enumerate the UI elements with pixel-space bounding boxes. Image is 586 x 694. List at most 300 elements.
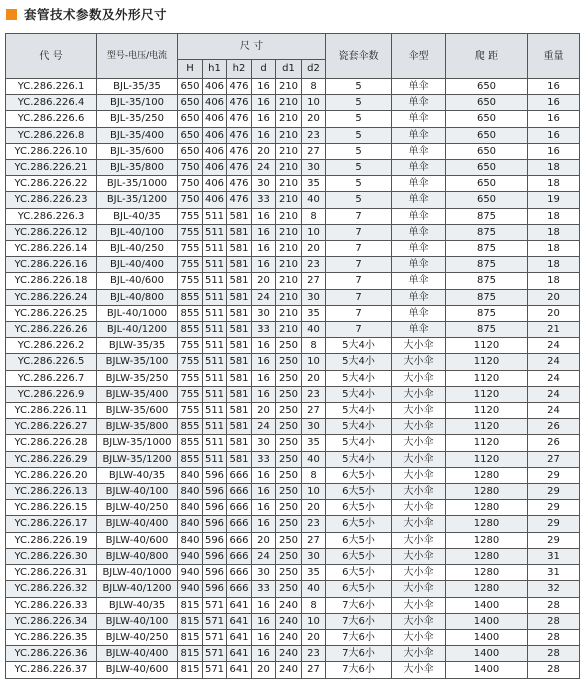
cell-d2: 8 — [302, 208, 326, 224]
cell-shed-type: 单伞 — [392, 192, 446, 208]
cell-d1: 240 — [276, 629, 302, 645]
table-row — [6, 127, 580, 143]
cell-H: 815 — [178, 613, 203, 629]
cell-sheds: 5 — [326, 176, 392, 192]
cell-sheds: 6大5小 — [326, 548, 392, 564]
cell-h1: 571 — [203, 613, 227, 629]
cell-H: 650 — [178, 111, 203, 127]
cell-d2: 40 — [302, 192, 326, 208]
cell-H: 750 — [178, 160, 203, 176]
cell-H: 755 — [178, 370, 203, 386]
cell-d1: 210 — [276, 224, 302, 240]
cell-code: YC.286.226.5 — [6, 354, 97, 370]
cell-code: YC.286.226.3 — [6, 208, 97, 224]
cell-d: 24 — [252, 289, 276, 305]
cell-h1: 511 — [203, 419, 227, 435]
cell-shed-type: 单伞 — [392, 95, 446, 111]
cell-h1: 511 — [203, 257, 227, 273]
cell-d2: 35 — [302, 305, 326, 321]
cell-d: 33 — [252, 192, 276, 208]
table-row — [6, 548, 580, 564]
cell-d1: 210 — [276, 160, 302, 176]
cell-creepage: 650 — [446, 160, 528, 176]
cell-h1: 406 — [203, 127, 227, 143]
cell-sheds: 6大5小 — [326, 565, 392, 581]
cell-sheds: 7 — [326, 289, 392, 305]
cell-model: BJL-40/1000 — [97, 305, 178, 321]
cell-d: 16 — [252, 370, 276, 386]
spec-table — [5, 33, 580, 679]
cell-h1: 511 — [203, 354, 227, 370]
cell-shed-type: 大小伞 — [392, 354, 446, 370]
cell-creepage: 1280 — [446, 548, 528, 564]
cell-shed-type: 单伞 — [392, 322, 446, 338]
cell-H: 840 — [178, 500, 203, 516]
cell-code: YC.286.226.35 — [6, 629, 97, 645]
cell-creepage: 1280 — [446, 467, 528, 483]
header-dim-h2: h2 — [227, 60, 252, 79]
cell-code: YC.286.226.18 — [6, 273, 97, 289]
cell-h2: 581 — [227, 403, 252, 419]
cell-model: BJLW-40/400 — [97, 516, 178, 532]
cell-h2: 581 — [227, 322, 252, 338]
cell-sheds: 7大6小 — [326, 613, 392, 629]
cell-h1: 571 — [203, 662, 227, 678]
cell-d2: 27 — [302, 273, 326, 289]
cell-creepage: 1280 — [446, 516, 528, 532]
table-row — [6, 662, 580, 678]
cell-model: BJL-35/600 — [97, 143, 178, 159]
cell-sheds: 7 — [326, 224, 392, 240]
header-sheds: 瓷套伞数 — [326, 34, 392, 79]
header-creep: 爬 距 — [446, 34, 528, 79]
cell-creepage: 1400 — [446, 662, 528, 678]
cell-H: 755 — [178, 354, 203, 370]
cell-H: 750 — [178, 176, 203, 192]
cell-shed-type: 大小伞 — [392, 467, 446, 483]
cell-weight: 24 — [528, 354, 580, 370]
cell-code: YC.286.226.29 — [6, 451, 97, 467]
cell-H: 650 — [178, 127, 203, 143]
cell-h2: 476 — [227, 79, 252, 95]
cell-d: 16 — [252, 386, 276, 402]
cell-code: YC.286.226.6 — [6, 111, 97, 127]
cell-H: 855 — [178, 289, 203, 305]
cell-d2: 10 — [302, 224, 326, 240]
cell-H: 755 — [178, 257, 203, 273]
cell-d2: 10 — [302, 484, 326, 500]
cell-model: BJL-35/1000 — [97, 176, 178, 192]
cell-code: YC.286.226.34 — [6, 613, 97, 629]
cell-h1: 511 — [203, 322, 227, 338]
cell-creepage: 1120 — [446, 338, 528, 354]
cell-h1: 511 — [203, 289, 227, 305]
table-row — [6, 646, 580, 662]
cell-code: YC.286.226.12 — [6, 224, 97, 240]
cell-code: YC.286.226.19 — [6, 532, 97, 548]
cell-d1: 250 — [276, 516, 302, 532]
table-row — [6, 79, 580, 95]
cell-shed-type: 单伞 — [392, 273, 446, 289]
cell-d2: 8 — [302, 467, 326, 483]
table-row — [6, 403, 580, 419]
cell-code: YC.286.226.30 — [6, 548, 97, 564]
cell-creepage: 650 — [446, 79, 528, 95]
cell-d: 16 — [252, 241, 276, 257]
cell-model: BJLW-35/1000 — [97, 435, 178, 451]
cell-h1: 406 — [203, 176, 227, 192]
cell-model: BJLW-40/250 — [97, 500, 178, 516]
cell-d1: 250 — [276, 451, 302, 467]
cell-H: 815 — [178, 662, 203, 678]
cell-code: YC.286.226.1 — [6, 79, 97, 95]
cell-h2: 581 — [227, 386, 252, 402]
cell-sheds: 7 — [326, 305, 392, 321]
cell-d2: 20 — [302, 111, 326, 127]
cell-H: 855 — [178, 322, 203, 338]
cell-creepage: 650 — [446, 111, 528, 127]
cell-H: 755 — [178, 338, 203, 354]
cell-model: BJLW-35/600 — [97, 403, 178, 419]
cell-h2: 476 — [227, 111, 252, 127]
cell-h2: 666 — [227, 516, 252, 532]
cell-h2: 666 — [227, 500, 252, 516]
table-row — [6, 370, 580, 386]
cell-weight: 29 — [528, 500, 580, 516]
cell-d2: 35 — [302, 435, 326, 451]
cell-shed-type: 大小伞 — [392, 484, 446, 500]
cell-d2: 23 — [302, 127, 326, 143]
cell-H: 750 — [178, 192, 203, 208]
cell-h2: 666 — [227, 484, 252, 500]
cell-weight: 18 — [528, 208, 580, 224]
cell-weight: 16 — [528, 79, 580, 95]
cell-weight: 29 — [528, 467, 580, 483]
table-row — [6, 338, 580, 354]
cell-d: 30 — [252, 435, 276, 451]
cell-model: BJLW-40/250 — [97, 629, 178, 645]
cell-H: 755 — [178, 386, 203, 402]
cell-sheds: 6大5小 — [326, 581, 392, 597]
table-row — [6, 289, 580, 305]
cell-code: YC.286.226.14 — [6, 241, 97, 257]
cell-h2: 581 — [227, 451, 252, 467]
cell-code: YC.286.226.22 — [6, 176, 97, 192]
cell-d2: 23 — [302, 386, 326, 402]
cell-sheds: 6大5小 — [326, 516, 392, 532]
table-row — [6, 143, 580, 159]
cell-H: 650 — [178, 143, 203, 159]
cell-h1: 511 — [203, 435, 227, 451]
cell-model: BJLW-40/35 — [97, 467, 178, 483]
cell-d1: 210 — [276, 289, 302, 305]
cell-creepage: 875 — [446, 208, 528, 224]
cell-h2: 581 — [227, 305, 252, 321]
cell-model: BJL-35/800 — [97, 160, 178, 176]
cell-d2: 27 — [302, 532, 326, 548]
cell-h2: 476 — [227, 160, 252, 176]
cell-creepage: 650 — [446, 95, 528, 111]
cell-h1: 596 — [203, 484, 227, 500]
cell-creepage: 650 — [446, 143, 528, 159]
table-row — [6, 224, 580, 240]
cell-d: 16 — [252, 500, 276, 516]
cell-code: YC.286.226.37 — [6, 662, 97, 678]
cell-h2: 641 — [227, 597, 252, 613]
cell-shed-type: 大小伞 — [392, 386, 446, 402]
cell-code: YC.286.226.26 — [6, 322, 97, 338]
cell-code: YC.286.226.25 — [6, 305, 97, 321]
cell-creepage: 1400 — [446, 646, 528, 662]
cell-H: 855 — [178, 435, 203, 451]
cell-d1: 250 — [276, 484, 302, 500]
cell-h2: 476 — [227, 176, 252, 192]
cell-weight: 29 — [528, 516, 580, 532]
cell-d2: 30 — [302, 548, 326, 564]
cell-shed-type: 大小伞 — [392, 370, 446, 386]
cell-d: 16 — [252, 224, 276, 240]
cell-H: 940 — [178, 548, 203, 564]
cell-h1: 406 — [203, 79, 227, 95]
cell-creepage: 875 — [446, 224, 528, 240]
cell-creepage: 1120 — [446, 419, 528, 435]
cell-sheds: 5大4小 — [326, 370, 392, 386]
cell-d: 16 — [252, 338, 276, 354]
cell-creepage: 875 — [446, 322, 528, 338]
cell-weight: 18 — [528, 160, 580, 176]
cell-weight: 18 — [528, 176, 580, 192]
cell-d: 33 — [252, 581, 276, 597]
cell-model: BJLW-40/1000 — [97, 565, 178, 581]
cell-h1: 511 — [203, 370, 227, 386]
cell-d: 16 — [252, 111, 276, 127]
header-dim-d: d — [252, 60, 276, 79]
header-dim-h1: h1 — [203, 60, 227, 79]
cell-weight: 16 — [528, 143, 580, 159]
cell-d: 30 — [252, 176, 276, 192]
header-code: 代 号 — [6, 34, 97, 79]
cell-code: YC.286.226.8 — [6, 127, 97, 143]
cell-h2: 581 — [227, 257, 252, 273]
cell-d: 16 — [252, 613, 276, 629]
cell-model: BJLW-40/600 — [97, 532, 178, 548]
cell-h1: 571 — [203, 646, 227, 662]
table-row — [6, 613, 580, 629]
cell-shed-type: 单伞 — [392, 176, 446, 192]
cell-model: BJLW-35/35 — [97, 338, 178, 354]
cell-h1: 596 — [203, 532, 227, 548]
cell-d2: 27 — [302, 403, 326, 419]
cell-weight: 18 — [528, 257, 580, 273]
cell-d2: 35 — [302, 176, 326, 192]
table-row — [6, 354, 580, 370]
cell-sheds: 6大5小 — [326, 532, 392, 548]
cell-h1: 596 — [203, 581, 227, 597]
cell-weight: 26 — [528, 419, 580, 435]
cell-h1: 511 — [203, 208, 227, 224]
cell-d1: 240 — [276, 597, 302, 613]
cell-d1: 240 — [276, 662, 302, 678]
cell-h2: 666 — [227, 467, 252, 483]
cell-h1: 596 — [203, 565, 227, 581]
cell-d: 16 — [252, 467, 276, 483]
cell-creepage: 1400 — [446, 629, 528, 645]
header-dim-d1: d1 — [276, 60, 302, 79]
cell-shed-type: 单伞 — [392, 305, 446, 321]
cell-h2: 581 — [227, 419, 252, 435]
cell-d1: 210 — [276, 95, 302, 111]
cell-creepage: 1120 — [446, 370, 528, 386]
cell-sheds: 5大4小 — [326, 354, 392, 370]
cell-creepage: 875 — [446, 289, 528, 305]
cell-weight: 31 — [528, 548, 580, 564]
table-row — [6, 532, 580, 548]
cell-d: 33 — [252, 451, 276, 467]
cell-weight: 29 — [528, 484, 580, 500]
table-row — [6, 467, 580, 483]
cell-h1: 511 — [203, 305, 227, 321]
cell-sheds: 5大4小 — [326, 386, 392, 402]
cell-shed-type: 大小伞 — [392, 338, 446, 354]
table-row — [6, 629, 580, 645]
cell-model: BJL-40/600 — [97, 273, 178, 289]
cell-shed-type: 大小伞 — [392, 403, 446, 419]
cell-d1: 250 — [276, 532, 302, 548]
cell-d2: 20 — [302, 241, 326, 257]
cell-weight: 24 — [528, 403, 580, 419]
cell-d1: 250 — [276, 435, 302, 451]
cell-creepage: 1120 — [446, 386, 528, 402]
cell-h1: 406 — [203, 111, 227, 127]
cell-sheds: 7大6小 — [326, 646, 392, 662]
table-row — [6, 451, 580, 467]
cell-H: 855 — [178, 419, 203, 435]
cell-d: 16 — [252, 597, 276, 613]
cell-d: 16 — [252, 646, 276, 662]
cell-H: 650 — [178, 79, 203, 95]
cell-d1: 250 — [276, 386, 302, 402]
cell-h2: 476 — [227, 143, 252, 159]
cell-H: 755 — [178, 224, 203, 240]
cell-model: BJLW-35/250 — [97, 370, 178, 386]
cell-model: BJL-35/35 — [97, 79, 178, 95]
cell-H: 815 — [178, 646, 203, 662]
cell-weight: 19 — [528, 192, 580, 208]
cell-shed-type: 大小伞 — [392, 548, 446, 564]
cell-sheds: 5大4小 — [326, 338, 392, 354]
table-row — [6, 241, 580, 257]
cell-code: YC.286.226.33 — [6, 597, 97, 613]
cell-H: 840 — [178, 467, 203, 483]
cell-h1: 511 — [203, 403, 227, 419]
table-row — [6, 597, 580, 613]
cell-sheds: 5大4小 — [326, 403, 392, 419]
cell-shed-type: 单伞 — [392, 127, 446, 143]
table-row — [6, 208, 580, 224]
cell-weight: 24 — [528, 370, 580, 386]
cell-h2: 641 — [227, 662, 252, 678]
cell-d2: 8 — [302, 79, 326, 95]
cell-d2: 40 — [302, 451, 326, 467]
cell-code: YC.286.226.11 — [6, 403, 97, 419]
cell-weight: 28 — [528, 646, 580, 662]
cell-creepage: 875 — [446, 241, 528, 257]
cell-d1: 210 — [276, 143, 302, 159]
cell-creepage: 650 — [446, 192, 528, 208]
cell-d: 20 — [252, 273, 276, 289]
cell-d2: 23 — [302, 257, 326, 273]
cell-code: YC.286.226.17 — [6, 516, 97, 532]
cell-h1: 571 — [203, 629, 227, 645]
cell-model: BJLW-40/100 — [97, 484, 178, 500]
section-title — [6, 6, 167, 22]
cell-weight: 28 — [528, 597, 580, 613]
cell-shed-type: 单伞 — [392, 224, 446, 240]
cell-d2: 30 — [302, 419, 326, 435]
cell-h2: 666 — [227, 532, 252, 548]
cell-shed-type: 大小伞 — [392, 516, 446, 532]
cell-code: YC.286.226.16 — [6, 257, 97, 273]
cell-h2: 476 — [227, 95, 252, 111]
cell-weight: 29 — [528, 532, 580, 548]
cell-weight: 21 — [528, 322, 580, 338]
cell-weight: 18 — [528, 273, 580, 289]
cell-creepage: 1280 — [446, 484, 528, 500]
cell-d1: 250 — [276, 403, 302, 419]
cell-d2: 30 — [302, 160, 326, 176]
cell-model: BJLW-40/1200 — [97, 581, 178, 597]
table-row — [6, 160, 580, 176]
cell-sheds: 5 — [326, 160, 392, 176]
cell-sheds: 5 — [326, 79, 392, 95]
cell-shed-type: 单伞 — [392, 257, 446, 273]
cell-d: 16 — [252, 208, 276, 224]
cell-shed-type: 大小伞 — [392, 613, 446, 629]
cell-d1: 240 — [276, 613, 302, 629]
header-dim-d2: d2 — [302, 60, 326, 79]
cell-d2: 27 — [302, 143, 326, 159]
cell-sheds: 5大4小 — [326, 435, 392, 451]
header-dims: 尺 寸 — [178, 34, 326, 60]
cell-weight: 28 — [528, 629, 580, 645]
cell-d2: 20 — [302, 629, 326, 645]
cell-model: BJLW-35/400 — [97, 386, 178, 402]
cell-shed-type: 大小伞 — [392, 419, 446, 435]
cell-shed-type: 单伞 — [392, 143, 446, 159]
cell-H: 815 — [178, 629, 203, 645]
cell-d1: 250 — [276, 370, 302, 386]
cell-sheds: 7 — [326, 241, 392, 257]
cell-model: BJL-35/250 — [97, 111, 178, 127]
cell-d2: 20 — [302, 370, 326, 386]
cell-creepage: 1120 — [446, 435, 528, 451]
cell-h1: 511 — [203, 451, 227, 467]
cell-code: YC.286.226.2 — [6, 338, 97, 354]
cell-model: BJL-40/800 — [97, 289, 178, 305]
cell-creepage: 650 — [446, 176, 528, 192]
cell-d1: 210 — [276, 176, 302, 192]
cell-h2: 666 — [227, 565, 252, 581]
cell-d: 20 — [252, 532, 276, 548]
cell-h2: 641 — [227, 613, 252, 629]
cell-sheds: 7大6小 — [326, 597, 392, 613]
cell-h2: 581 — [227, 273, 252, 289]
cell-h1: 406 — [203, 192, 227, 208]
cell-weight: 16 — [528, 95, 580, 111]
cell-sheds: 5大4小 — [326, 451, 392, 467]
table-row — [6, 565, 580, 581]
table-row — [6, 176, 580, 192]
